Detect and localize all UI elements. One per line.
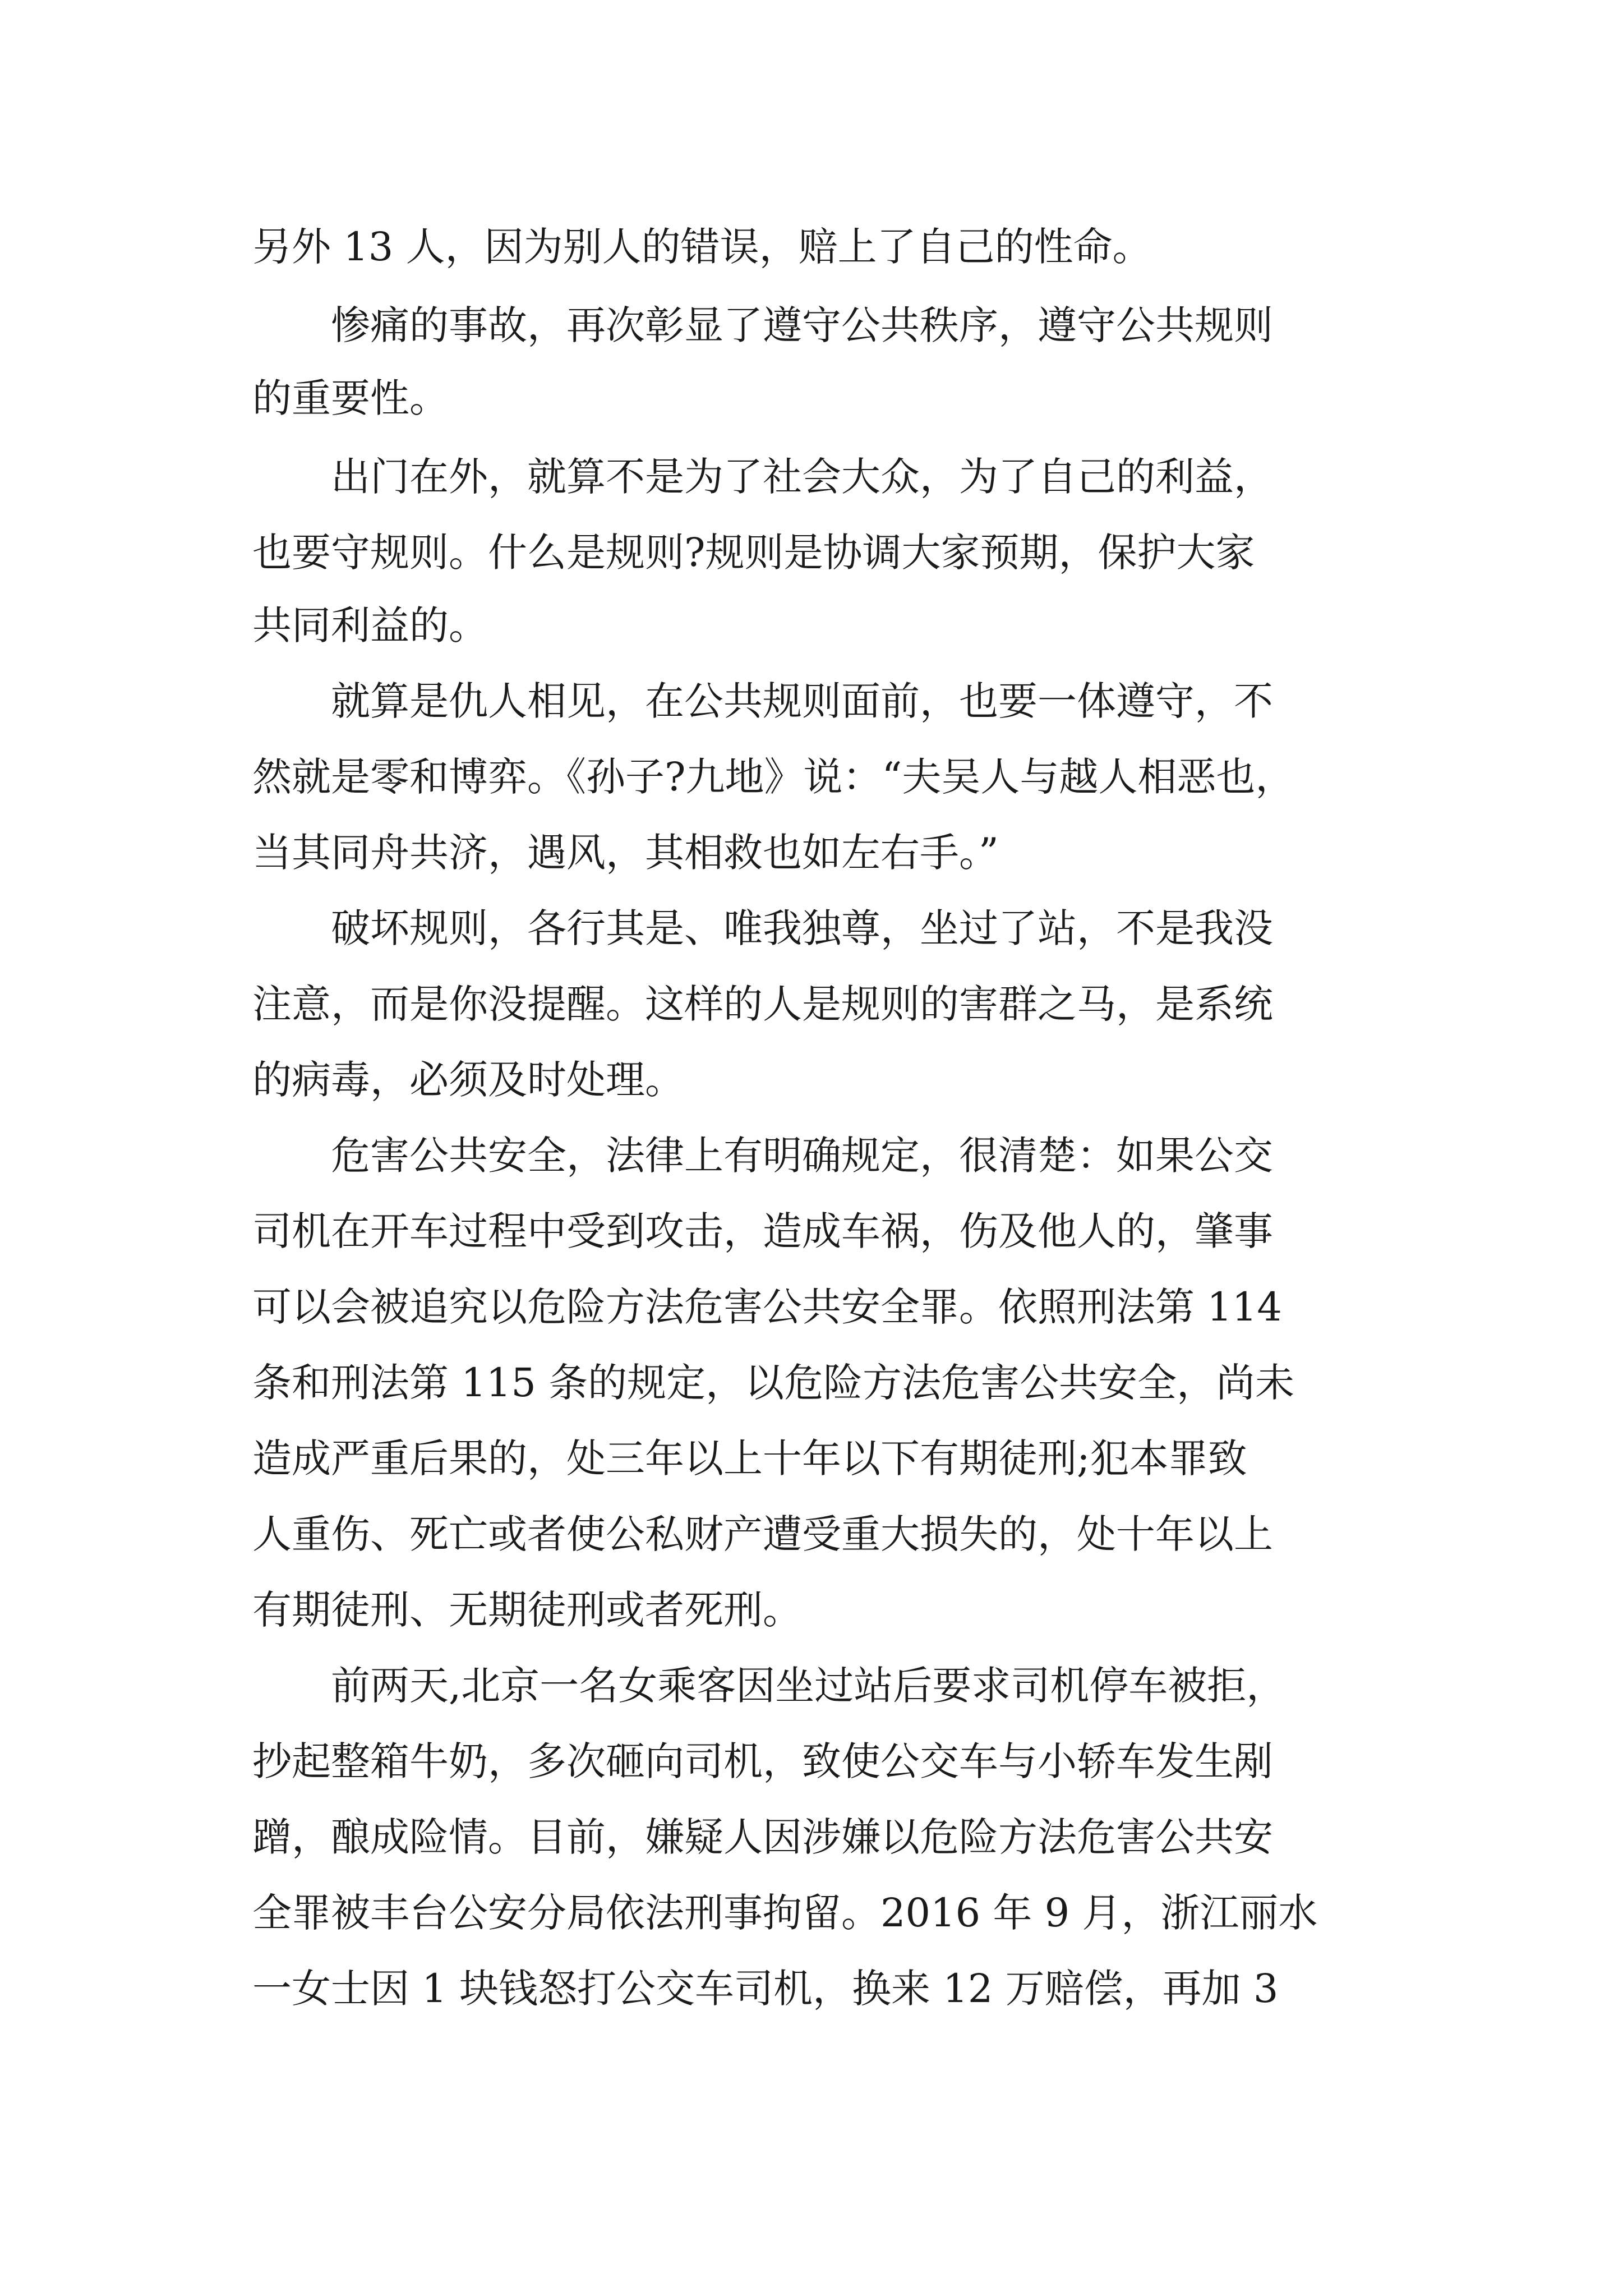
text-line: 一女士因 1 块钱怒打公交车司机，换来 12 万赔偿，再加 3 <box>252 1966 1279 2012</box>
text-line: 也要守规则。什么是规则?规则是协调大家预期，保护大家 <box>252 530 1255 576</box>
text-line: 蹭，酿成险情。目前，嫌疑人因涉嫌以危险方法危害公共安 <box>252 1814 1273 1860</box>
text-line: 注意，而是你没提醒。这样的人是规则的害群之马，是系统 <box>252 981 1273 1027</box>
paragraph-start-line: 出门在外，就算不是为了社会大众，为了自己的利益， <box>331 454 1273 500</box>
paragraph-start-line: 危害公共安全，法律上有明确规定，很清楚：如果公交 <box>331 1133 1273 1179</box>
text-line: 造成严重后果的，处三年以上十年以下有期徒刑;犯本罪致 <box>252 1435 1247 1481</box>
text-line: 当其同舟共济，遇风，其相救也如左右手。” <box>252 830 999 876</box>
text-line: 全罪被丰台公安分局依法刑事拘留。2016 年 9 月，浙江丽水 <box>252 1890 1318 1936</box>
text-line: 司机在开车过程中受到攻击，造成车祸，伤及他人的，肇事 <box>252 1208 1273 1254</box>
text-line: 抄起整箱牛奶，多次砸向司机，致使公交车与小轿车发生剐 <box>252 1738 1273 1784</box>
paragraph-start-line: 破坏规则，各行其是、唯我独尊，坐过了站，不是我没 <box>331 905 1273 951</box>
text-line: 另外 13 人，因为别人的错误，赔上了自己的性命。 <box>252 224 1152 270</box>
text-line: 的病毒，必须及时处理。 <box>252 1057 684 1103</box>
paragraph-start-line: 惨痛的事故，再次彰显了遵守公共秩序，遵守公共规则 <box>331 302 1273 348</box>
text-line: 可以会被追究以危险方法危害公共安全罪。依照刑法第 114 <box>252 1284 1282 1330</box>
paragraph-start-line: 前两天,北京一名女乘客因坐过站后要求司机停车被拒， <box>331 1663 1286 1709</box>
text-line: 然就是零和博弈。《孙子?九地》说：“夫吴人与越人相恶也， <box>252 754 1295 800</box>
text-line: 共同利益的。 <box>252 602 488 648</box>
paragraph-start-line: 就算是仇人相见，在公共规则面前，也要一体遵守，不 <box>331 678 1273 724</box>
text-line: 条和刑法第 115 条的规定，以危险方法危害公共安全，尚未 <box>252 1360 1295 1406</box>
text-line: 人重伤、死亡或者使公私财产遭受重大损失的，处十年以上 <box>252 1511 1273 1557</box>
text-line: 有期徒刑、无期徒刑或者死刑。 <box>252 1587 802 1633</box>
text-line: 的重要性。 <box>252 375 449 421</box>
